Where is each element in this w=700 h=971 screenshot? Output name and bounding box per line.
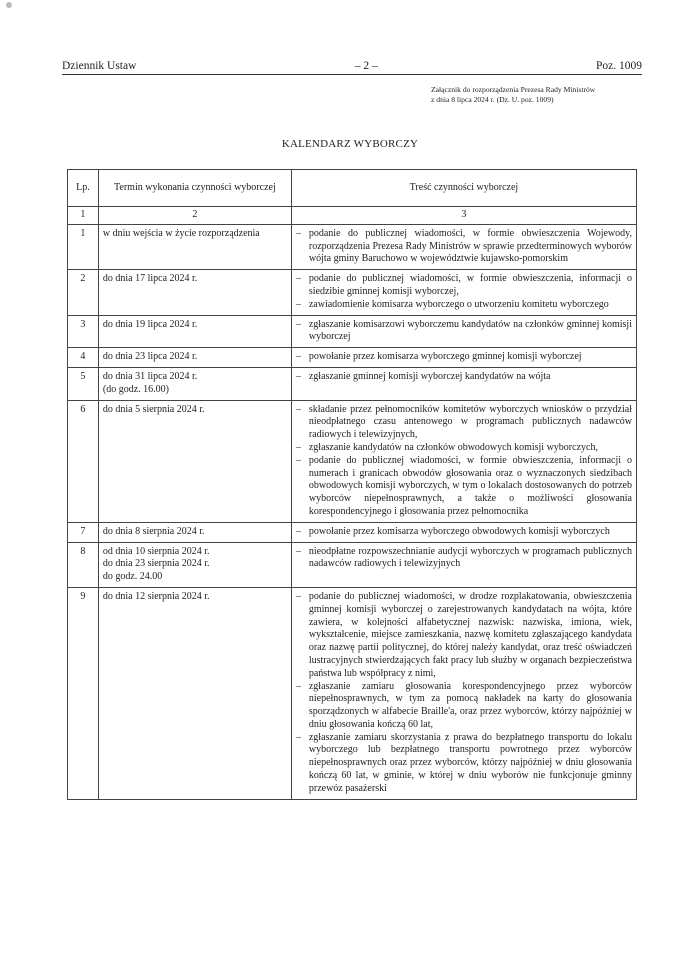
activity-item: – powołanie przez komisarza wyborczego gminnej komisji wyborczej [296,351,632,364]
table-row [68,348,637,368]
activity-list [296,319,632,345]
activity-item: – składanie przez pełnomocników komitetów wyborczych wniosków o przydział nieodpłatnego czasu antenowego w programach publicznych nadawców radiowych i telewizyjnych, [296,404,632,442]
page-header [62,60,642,75]
table-row [68,224,637,269]
row-lp: 8 [68,542,99,587]
term-line: od dnia 10 sierpnia 2024 r. [102,545,210,557]
table-row [68,315,637,348]
row-term [98,587,291,799]
table-row [68,542,637,587]
row-term [98,315,291,348]
activity-list [296,371,632,384]
row-term [98,367,291,400]
election-calendar-table [67,169,637,800]
row-term [98,542,291,587]
row-term [98,400,291,522]
table-row [68,270,637,315]
annex-line-1: Załącznik do rozporządzenia Prezesa Rady Ministrów [431,85,596,94]
activity-item: – podanie do publicznej wiadomości, w formie obwieszczenia Wojewody, rozporządzenia Prezesa Rady Ministrów w sprawie przedterminowych wyborów wójta gminy Baruchowo w województwie kujawsko-pomorskim [296,228,632,266]
position-number: Poz. 1009 [595,60,642,72]
activity-item: – zgłaszanie kandydatów na członków obwodowych komisji wyborczych, [296,442,632,455]
row-lp: 2 [68,270,99,315]
row-lp: 9 [68,587,99,799]
term-line: w dniu wejścia w życie rozporządzenia [102,227,260,239]
activity-item: – zgłaszanie gminnej komisji wyborczej kandydatów na wójta [296,371,632,384]
annex-note [431,85,671,105]
row-lp: 7 [68,522,99,542]
row-term [98,224,291,269]
row-activities [291,224,636,269]
row-term [98,270,291,315]
row-lp: 5 [68,367,99,400]
column-number: 1 [68,207,99,225]
term-line: do dnia 31 lipca 2024 r. [102,370,198,382]
activity-list [296,273,632,311]
term-line: do dnia 8 sierpnia 2024 r. [102,525,205,537]
activity-list [296,351,632,364]
annex-line-2: z dnia 8 lipca 2024 r. (Dz. U. poz. 1009) [431,95,554,104]
activity-list [296,228,632,266]
activity-item: – powołanie przez komisarza wyborczego obwodowych komisji wyborczych [296,526,632,539]
table-header-row [68,170,637,207]
table-row [68,367,637,400]
row-term [98,348,291,368]
column-number: 3 [291,207,636,225]
table-row [68,587,637,799]
activity-list [296,591,632,796]
table-body [68,224,637,799]
column-number: 2 [98,207,291,225]
page-number: – 2 – [354,60,378,72]
term-line: do dnia 23 sierpnia 2024 r. [102,558,210,570]
activity-item: – zgłaszanie komisarzowi wyborczemu kandydatów na członków gminnej komisji wyborczej [296,319,632,345]
activity-item: – zawiadomienie komisarza wyborczego o utworzeniu komitetu wyborczego [296,299,632,312]
activity-item: – podanie do publicznej wiadomości, w formie obwieszczenia, informacji o numerach i granicach obwodów głosowania oraz o wyznaczonych siedzibach obwodowych komisji wyborczych, w tym o lokalach dostosowanych do potrzeb wyborców niepełnosprawnych, a także o możliwości głosowania korespondencyjnego i głosowania przez pełnomocnika [296,455,632,519]
header-term: Termin wykonania czynności wyborczej [98,170,291,207]
activity-item: – zgłaszanie zamiaru głosowania korespondencyjnego przez wyborców niepełnosprawnych, w tym za pomocą nakładek na karty do głosowania sporządzonych w alfabecie Braille'a, oraz przez wyborców, którzy najpóźniej w dniu głosowania kończą 60 lat, [296,681,632,732]
activity-list [296,546,632,572]
table-row [68,522,637,542]
activity-item: – nieodpłatne rozpowszechnianie audycji wyborczych w programach publicznych nadawców radiowych i telewizyjnych [296,546,632,572]
row-activities [291,367,636,400]
row-activities [291,522,636,542]
row-activities [291,315,636,348]
table-row [68,400,637,522]
row-lp: 1 [68,224,99,269]
row-activities [291,587,636,799]
row-lp: 3 [68,315,99,348]
document-title: KALENDARZ WYBORCZY [281,138,419,150]
term-line: do dnia 12 sierpnia 2024 r. [102,590,210,602]
column-number-row [68,207,637,225]
scan-dot [6,2,12,8]
row-activities [291,270,636,315]
header-lp: Lp. [68,170,99,207]
row-activities [291,542,636,587]
row-activities [291,400,636,522]
term-line: do dnia 23 lipca 2024 r. [102,351,198,363]
term-line: do godz. 24.00 [102,571,163,583]
term-line: do dnia 19 lipca 2024 r. [102,318,198,330]
journal-name: Dziennik Ustaw [62,60,137,72]
term-line: do dnia 17 lipca 2024 r. [102,273,198,285]
activity-item: – podanie do publicznej wiadomości, w formie obwieszczenia, informacji o siedzibie gminnej komisji wyborczej, [296,273,632,299]
activity-item: – podanie do publicznej wiadomości, w drodze rozplakatowania, obwieszczenia gminnej komisji wyborczej o zarejestrowanych kandydatach na wójta, które zawiera, w kolejności alfabetycznej nazwisk: nazwiska, imiona, wiek, wykształcenie, miejsce zamieszkania, nazwę komitetu zgłaszającego kandydata oraz nazwę partii politycznej, do której należy kandydat, oraz treść oświadczeń lustracyjnych stwierdzających fakt pracy lub służby w organach bezpieczeństwa państwa lub współpracy z nimi, [296,591,632,681]
term-line: (do godz. 16.00) [102,383,169,395]
row-lp: 6 [68,400,99,522]
activity-list [296,526,632,539]
row-lp: 4 [68,348,99,368]
header-activity: Treść czynności wyborczej [291,170,636,207]
row-activities [291,348,636,368]
row-term [98,522,291,542]
activity-item: – zgłaszanie zamiaru skorzystania z prawa do bezpłatnego transportu do lokalu wyborczego lub bezpłatnego transportu powrotnego przez wyborców niepełnosprawnych oraz przez wyborców, którzy najpóźniej w dniu głosowania kończą 60 lat, w gminie, w której w dniu wyborów nie funkcjonuje gminny przewóz pasażerski [296,732,632,796]
term-line: do dnia 5 sierpnia 2024 r. [102,403,205,415]
activity-list [296,404,632,519]
